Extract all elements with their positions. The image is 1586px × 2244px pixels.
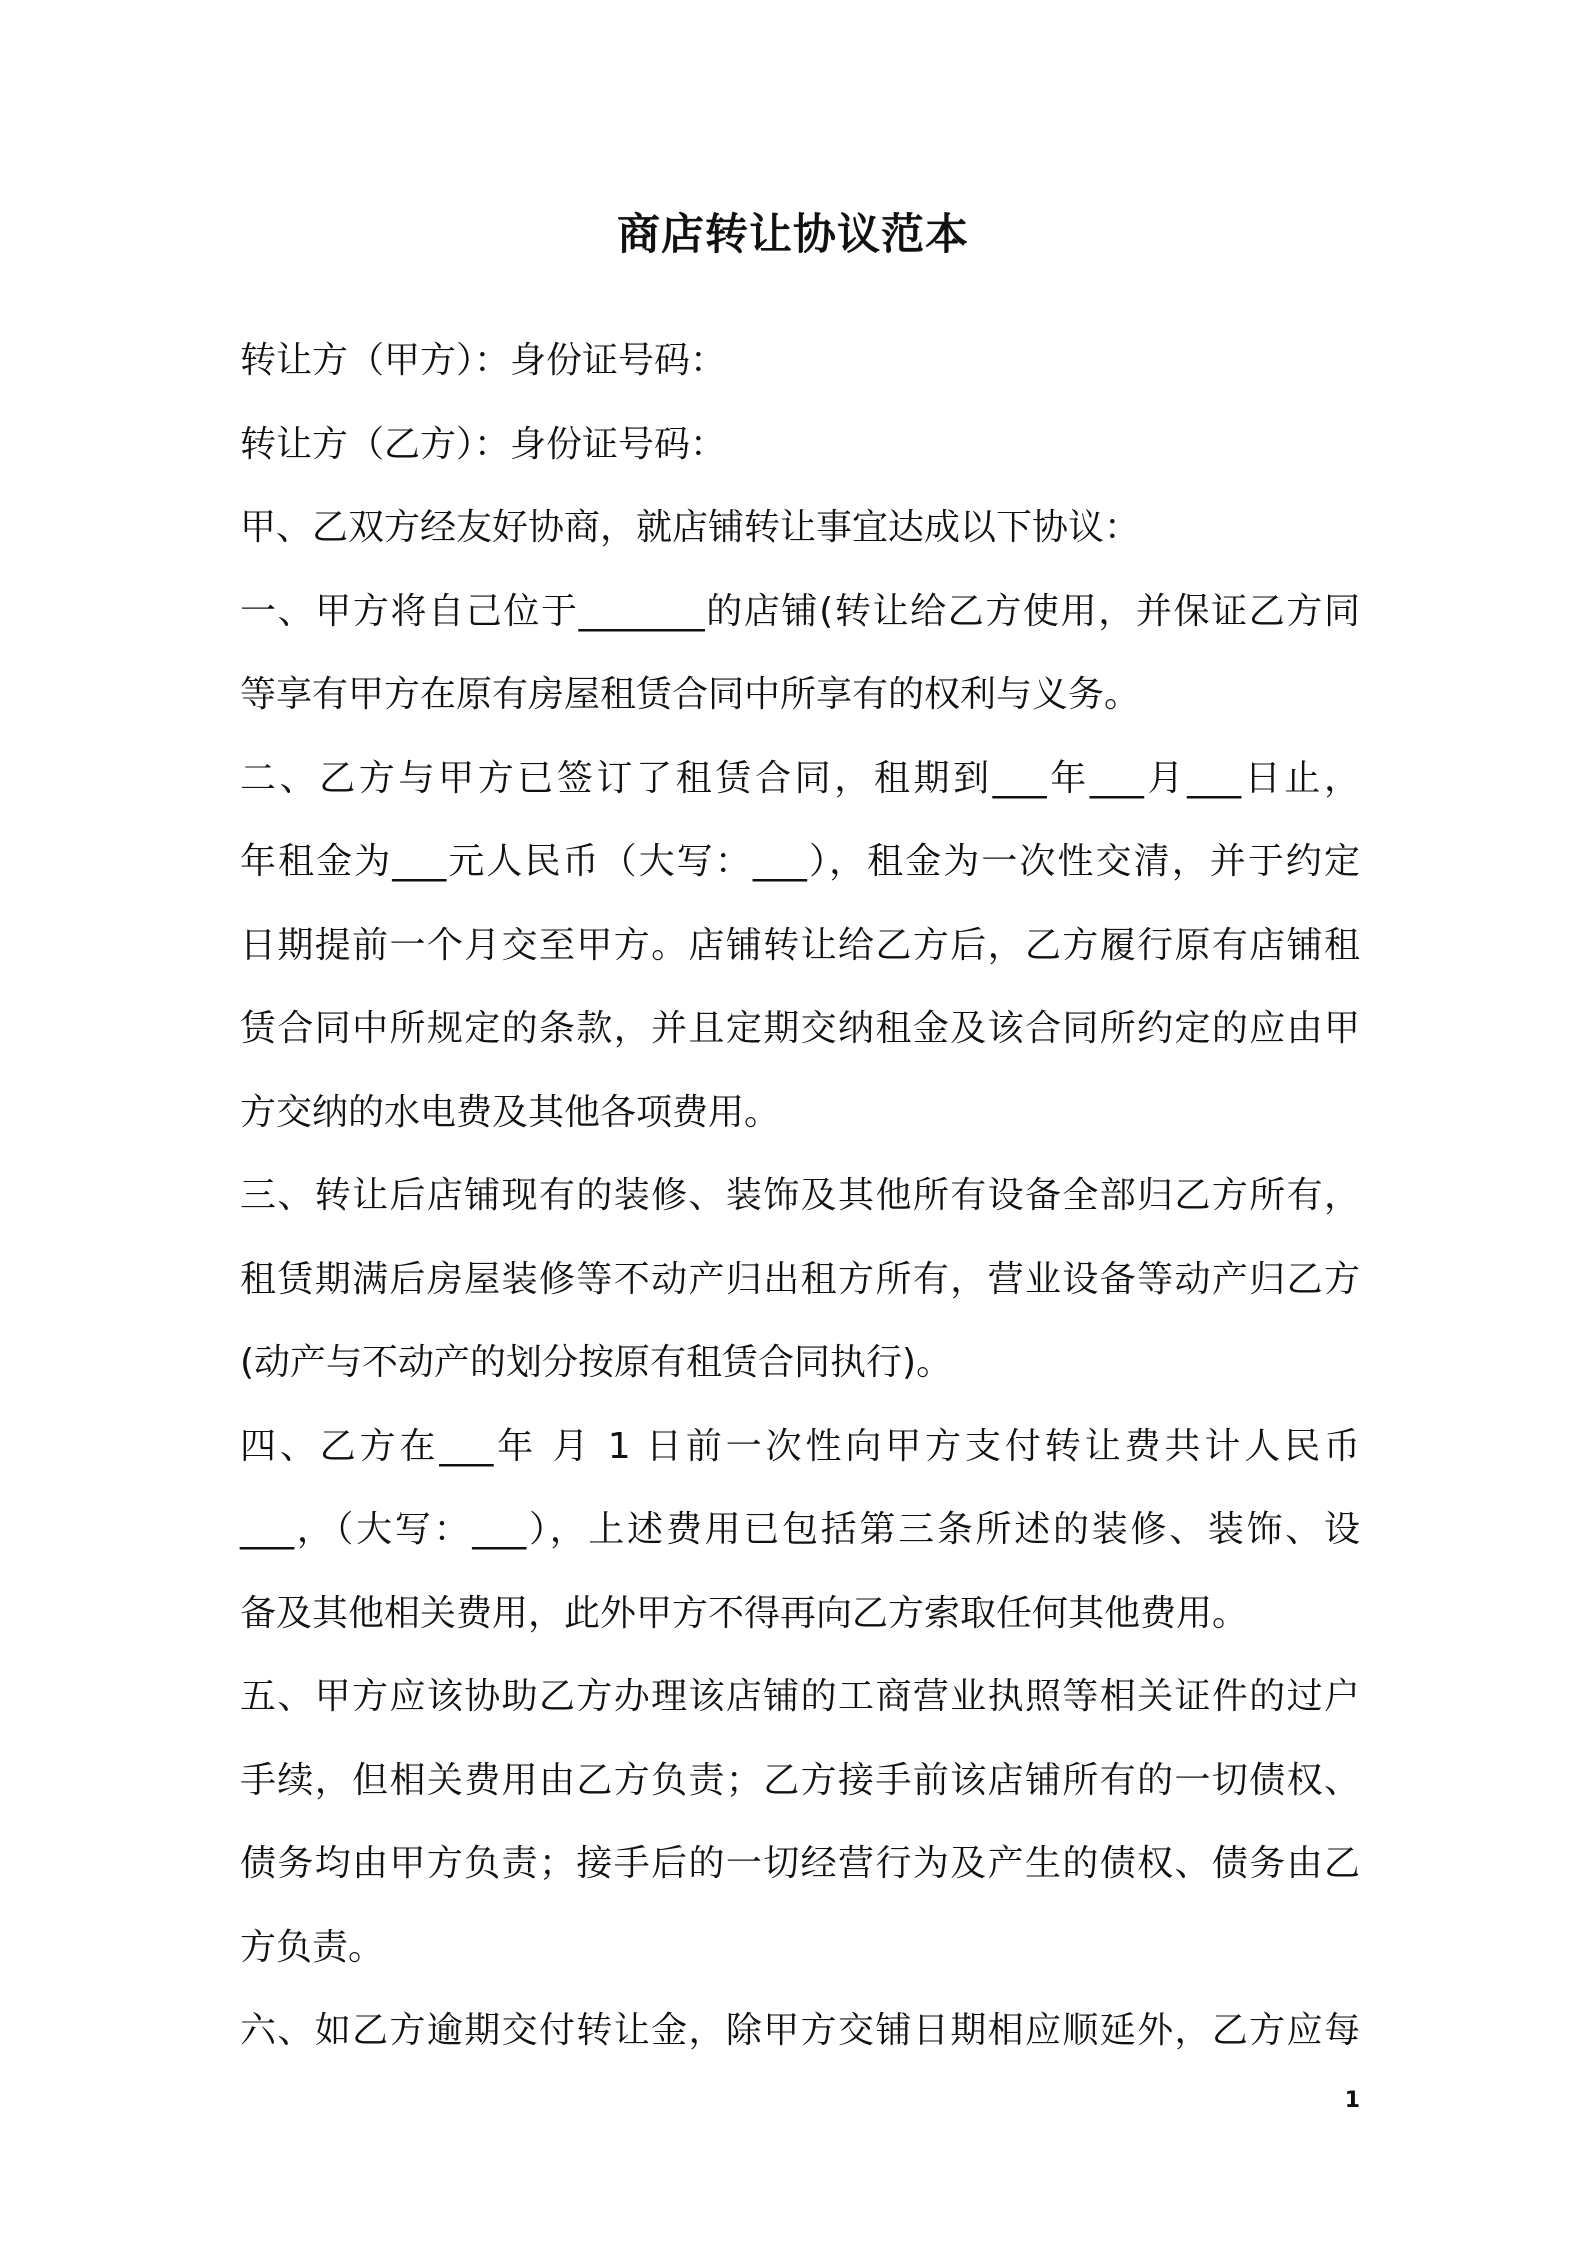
line-party-a: 转让方（甲方）：身份证号码： [240, 340, 727, 381]
line-clause-2a: 二、乙方与甲方已签订了租赁合同，租期到___年___月___日止， [240, 757, 1360, 799]
line-party-b: 转让方（乙方）：身份证号码： [240, 423, 727, 465]
line-clause-2d: 赁合同中所规定的条款，并且定期交纳租金及该合同所约定的应由甲 [240, 1008, 1360, 1049]
page-number: 1 [1344, 2088, 1360, 2113]
line-clause-1b: 等享有甲方在原有房屋租赁合同中所享有的权利与义务。 [240, 674, 1141, 715]
line-clause-2c: 日期提前一个月交至甲方。店铺转让给乙方后，乙方履行原有店铺租 [240, 924, 1360, 966]
line-clause-6a: 六、如乙方逾期交付转让金，除甲方交铺日期相应顺延外，乙方应每 [240, 2010, 1360, 2051]
line-clause-2e: 方交纳的水电费及其他各项费用。 [240, 1091, 781, 1133]
line-clause-4c: 备及其他相关费用，此外甲方不得再向乙方索取任何其他费用。 [240, 1592, 1249, 1634]
line-clause-3c: (动产与不动产的划分按原有租赁合同执行)。 [240, 1342, 953, 1383]
line-clause-5d: 方负责。 [240, 1926, 385, 1968]
document-title: 商店转让协议范本 [617, 210, 969, 260]
line-preamble: 甲、乙双方经友好协商，就店铺转让事宜达成以下协议： [240, 507, 1141, 548]
line-clause-2b: 年租金为___元人民币（大写：___），租金为一次性交清，并于约定 [240, 841, 1360, 882]
line-clause-4b: ___，（大写：___），上述费用已包括第三条所述的装修、装饰、设 [240, 1509, 1360, 1550]
line-clause-3a: 三、转让后店铺现有的装修、装饰及其他所有设备全部归乙方所有， [240, 1175, 1360, 1216]
line-clause-4a: 四、乙方在___年 月 1 日前一次性向甲方支付转让费共计人民币 [240, 1425, 1360, 1467]
line-clause-1a: 一、甲方将自己位于_______的店铺(转让给乙方使用，并保证乙方同 [240, 590, 1360, 632]
line-clause-5a: 五、甲方应该协助乙方办理该店铺的工商营业执照等相关证件的过户 [240, 1676, 1360, 1717]
line-clause-5b: 手续，但相关费用由乙方负责；乙方接手前该店铺所有的一切债权、 [240, 1759, 1360, 1801]
line-clause-3b: 租赁期满后房屋装修等不动产归出租方所有，营业设备等动产归乙方 [240, 1258, 1360, 1300]
document-body [240, 333, 1360, 2087]
line-clause-5c: 债务均由甲方负责；接手后的一切经营行为及产生的债权、债务由乙 [240, 1843, 1360, 1884]
